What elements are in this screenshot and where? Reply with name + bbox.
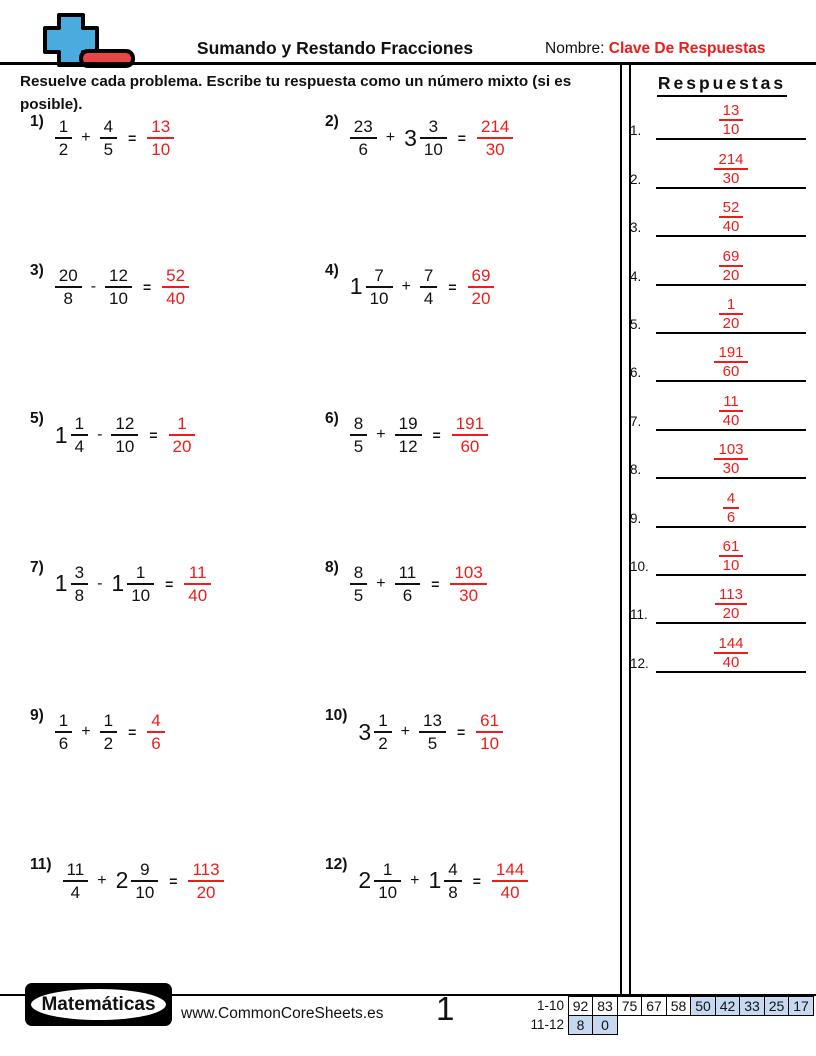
operator: +: [97, 871, 107, 889]
answer-fraction: [188, 859, 223, 903]
answer-number: 11.: [630, 607, 648, 623]
answer-fraction: [147, 116, 174, 160]
numerator: 103: [718, 441, 744, 459]
equals-sign: =: [472, 872, 481, 889]
numerator: 13: [722, 102, 740, 120]
score-cell: 67: [641, 996, 667, 1016]
numerator: 7: [374, 265, 384, 285]
problem-8: [325, 558, 620, 610]
denominator: 5: [353, 585, 364, 605]
page-number: 1: [436, 990, 455, 1027]
fraction: [428, 859, 461, 903]
answer-fraction: [719, 538, 744, 574]
problem-3: [30, 261, 325, 313]
problem-12: [325, 855, 620, 907]
numerator: 1: [103, 711, 114, 731]
name-row: [545, 40, 766, 58]
fraction: [358, 710, 391, 754]
answer-fraction: [719, 102, 744, 138]
numerator: 1: [74, 414, 85, 434]
fraction: [116, 859, 159, 903]
equals-sign: =: [448, 278, 457, 295]
numerator: 144: [495, 859, 525, 879]
numerator: 20: [58, 265, 78, 285]
numerator: 13: [423, 711, 442, 731]
denominator: 20: [196, 882, 216, 902]
answer-fraction: [169, 413, 196, 457]
denominator: 6: [58, 734, 69, 754]
instructions-text: Resuelve cada problema. Escribe tu respuesta como un número mixto (si es posible).: [20, 73, 572, 113]
fraction: [55, 562, 88, 606]
numerator: 191: [455, 414, 485, 434]
answer-fraction: [714, 151, 747, 187]
answer-fraction: [714, 635, 747, 671]
fraction: [111, 562, 154, 606]
fraction: [419, 710, 446, 754]
answer-line: [656, 199, 806, 237]
numerator: 61: [480, 711, 500, 731]
whole-number: 1: [349, 273, 363, 300]
fraction: [105, 265, 132, 309]
answer-fraction: [715, 586, 747, 622]
numerator: 1: [378, 711, 388, 731]
denominator: 8: [74, 585, 85, 605]
header-divider: [0, 62, 816, 65]
whole-number: 1: [54, 421, 68, 448]
fraction: [111, 413, 138, 457]
answer-item-3: [630, 193, 814, 241]
problem-7: [30, 558, 325, 610]
denominator: 2: [58, 140, 69, 159]
problem-5: [30, 409, 325, 461]
numerator: 4: [103, 117, 114, 136]
numerator: 69: [471, 265, 491, 285]
problem-1: [30, 112, 325, 164]
denominator: 10: [109, 288, 128, 308]
answer-number: 10.: [630, 558, 649, 574]
score-table: [518, 996, 814, 1035]
problem-number: 12): [325, 855, 348, 873]
problem-number: 9): [30, 707, 44, 725]
denominator: 4: [74, 437, 85, 457]
denominator: 5: [427, 734, 438, 754]
numerator: 103: [454, 562, 483, 582]
answer-line: [656, 635, 806, 673]
problem-4: [325, 261, 620, 313]
equals-sign: =: [165, 575, 174, 592]
whole-number: 1: [428, 867, 442, 894]
denominator: 20: [722, 266, 740, 284]
fraction: [350, 265, 393, 309]
denominator: 10: [131, 585, 151, 605]
denominator: 20: [172, 437, 192, 457]
denominator: 40: [722, 653, 740, 671]
score-range-label: 11-12: [530, 1016, 564, 1032]
score-row-1: [518, 996, 814, 1016]
numerator: 7: [423, 265, 434, 285]
fraction: [350, 562, 367, 606]
name-label: Nombre:: [545, 40, 605, 57]
answer-item-5: [630, 290, 814, 338]
answer-item-11: [630, 580, 814, 628]
denominator: 12: [398, 437, 418, 457]
answer-fraction: [719, 248, 744, 284]
numerator: 9: [140, 859, 150, 879]
fraction: [55, 710, 72, 754]
numerator: 4: [151, 711, 161, 731]
denominator: 30: [722, 460, 740, 478]
equals-sign: =: [431, 575, 440, 592]
problem-number: 10): [325, 707, 348, 725]
answer-item-4: [630, 241, 814, 289]
numerator: 52: [166, 265, 186, 285]
answer-item-2: [630, 144, 814, 192]
answer-number: 3.: [630, 220, 642, 236]
answer-item-10: [630, 532, 814, 580]
score-cell: 33: [739, 996, 765, 1016]
answer-line: [656, 393, 806, 431]
problem-number: 7): [30, 558, 44, 576]
answer-number: 4.: [630, 268, 642, 284]
score-cell: 8: [568, 1015, 594, 1035]
problems-grid: [30, 112, 620, 1004]
answer-fraction: [723, 490, 739, 526]
numerator: 11: [66, 859, 85, 879]
answer-fraction: [452, 413, 488, 457]
problem-number: 8): [325, 558, 339, 576]
denominator: 40: [722, 411, 740, 429]
numerator: 191: [718, 344, 744, 362]
operator: +: [81, 129, 91, 146]
operator: +: [401, 277, 411, 295]
answer-line: [656, 151, 806, 189]
denominator: 10: [423, 140, 443, 159]
problem-10: [325, 706, 620, 758]
denominator: 20: [722, 314, 740, 332]
problem-6: [325, 409, 620, 461]
problem-number: 3): [30, 261, 44, 279]
answer-line: [656, 248, 806, 286]
problem-number: 11): [30, 855, 52, 873]
denominator: 40: [722, 218, 740, 236]
numerator: 3: [74, 562, 85, 582]
answer-fraction: [714, 441, 747, 477]
answer-item-7: [630, 386, 814, 434]
plus-minus-logo-icon: [26, 12, 146, 68]
operator: +: [376, 426, 386, 444]
equals-sign: =: [142, 278, 152, 295]
score-row-2: [518, 1015, 814, 1035]
equals-sign: =: [128, 724, 137, 741]
numerator: 1: [135, 562, 146, 582]
answer-number: 1.: [630, 123, 642, 139]
answer-number: 2.: [630, 171, 642, 187]
denominator: 20: [722, 605, 740, 623]
numerator: 69: [722, 247, 740, 265]
score-range-label: 1-10: [536, 998, 564, 1013]
answer-fraction: [468, 265, 495, 309]
denominator: 6: [726, 508, 736, 526]
brand-badge: [25, 983, 172, 1026]
equals-sign: =: [432, 427, 441, 444]
fraction: [358, 859, 401, 903]
fraction: [395, 562, 421, 606]
denominator: 6: [151, 734, 161, 754]
fraction: [63, 859, 89, 903]
denominator: 40: [166, 288, 186, 308]
fraction: [350, 413, 367, 457]
score-cell: 0: [592, 1015, 618, 1035]
denominator: 8: [448, 882, 458, 902]
answer-line: [656, 538, 806, 576]
numerator: 12: [109, 265, 128, 285]
denominator: 10: [722, 121, 740, 139]
answer-fraction: [719, 393, 744, 429]
equals-sign: =: [149, 427, 158, 444]
fraction: [350, 116, 377, 160]
answer-item-12: [630, 628, 814, 676]
numerator: 23: [353, 117, 373, 136]
score-cell: 58: [666, 996, 692, 1016]
problem-2: [325, 112, 620, 164]
website-text: www.CommonCoreSheets.es: [181, 1005, 384, 1022]
numerator: 1: [177, 414, 187, 434]
operator: +: [376, 574, 386, 592]
denominator: 2: [103, 734, 114, 754]
numerator: 13: [151, 117, 171, 136]
numerator: 214: [718, 150, 744, 168]
answers-list: [630, 96, 814, 677]
numerator: 214: [480, 117, 510, 136]
numerator: 19: [398, 414, 418, 434]
operator: +: [410, 871, 420, 889]
numerator: 1: [382, 859, 393, 879]
equals-sign: =: [456, 724, 466, 741]
score-cell: 42: [715, 996, 741, 1016]
denominator: 10: [369, 288, 389, 308]
page-title: Sumando y Restando Fracciones: [196, 38, 474, 58]
equals-sign: =: [169, 872, 178, 889]
answer-line: [656, 586, 806, 624]
denominator: 30: [485, 140, 505, 159]
answer-item-8: [630, 435, 814, 483]
denominator: 60: [722, 363, 740, 381]
denominator: 4: [70, 882, 81, 902]
answer-item-9: [630, 483, 814, 531]
answer-line: [656, 441, 806, 479]
numerator: 113: [719, 586, 743, 604]
score-cell: 17: [788, 996, 814, 1016]
score-cell: 25: [764, 996, 790, 1016]
denominator: 2: [378, 734, 388, 754]
answer-fraction: [719, 296, 744, 332]
problem-11: [30, 855, 325, 907]
whole-number: 1: [111, 570, 125, 597]
denominator: 30: [722, 169, 740, 187]
answer-number: 9.: [630, 510, 642, 526]
denominator: 10: [480, 734, 500, 754]
numerator: 3: [428, 117, 439, 136]
fraction: [100, 710, 117, 754]
operator: +: [400, 723, 411, 741]
answer-line: [656, 344, 806, 382]
numerator: 61: [722, 537, 740, 555]
denominator: 30: [459, 585, 479, 605]
numerator: 11: [398, 562, 417, 582]
answer-fraction: [184, 562, 211, 606]
numerator: 11: [188, 562, 207, 582]
score-cell: 92: [568, 996, 594, 1016]
operator: -: [90, 277, 97, 295]
denominator: 10: [378, 882, 398, 902]
fraction: [404, 116, 447, 160]
denominator: 60: [460, 437, 480, 457]
brand-label: Matemáticas: [29, 987, 168, 1022]
problem-number: 2): [325, 113, 339, 130]
whole-number: 2: [358, 867, 372, 894]
operator: -: [97, 574, 103, 592]
denominator: 10: [151, 140, 171, 159]
problem-9: [30, 706, 325, 758]
denominator: 6: [358, 140, 368, 159]
denominator: 10: [115, 437, 135, 457]
denominator: 6: [402, 585, 413, 605]
numerator: 1: [726, 295, 736, 313]
answer-line: [656, 102, 806, 140]
fraction: [55, 116, 72, 160]
numerator: 52: [722, 199, 740, 217]
denominator: 5: [353, 437, 364, 457]
score-cell: 50: [690, 996, 716, 1016]
problem-number: 1): [30, 113, 44, 130]
answer-fraction: [476, 710, 503, 754]
answers-heading: Respuestas: [630, 73, 814, 94]
answer-line: [656, 296, 806, 334]
answer-fraction: [450, 562, 486, 606]
denominator: 40: [188, 585, 208, 605]
denominator: 8: [63, 288, 73, 308]
fraction: [55, 413, 88, 457]
answer-fraction: [719, 199, 744, 235]
denominator: 40: [500, 882, 520, 902]
score-cell: 83: [592, 996, 618, 1016]
answer-line: [656, 490, 806, 528]
answer-item-6: [630, 338, 814, 386]
problem-number: 4): [325, 261, 339, 279]
whole-number: 3: [404, 124, 417, 151]
operator: -: [97, 426, 103, 444]
answer-fraction: [492, 859, 528, 903]
denominator: 20: [471, 288, 491, 308]
denominator: 10: [135, 882, 155, 902]
denominator: 5: [103, 140, 114, 159]
answer-fraction: [162, 265, 189, 309]
numerator: 1: [58, 711, 69, 731]
fraction: [55, 265, 82, 309]
problem-number: 5): [30, 410, 44, 428]
numerator: 144: [718, 634, 744, 652]
answer-fraction: [147, 710, 164, 754]
numerator: 11: [723, 392, 739, 410]
denominator: 10: [722, 556, 740, 574]
answer-number: 7.: [630, 413, 642, 429]
answer-fraction: [714, 344, 747, 380]
answer-key-label: Clave De Respuestas: [608, 40, 766, 57]
equals-sign: =: [457, 130, 466, 146]
numerator: 12: [115, 414, 135, 434]
equals-sign: =: [128, 130, 137, 146]
answer-number: 6.: [630, 365, 642, 381]
whole-number: 2: [115, 867, 129, 894]
numerator: 4: [726, 489, 736, 507]
answer-number: 8.: [630, 462, 642, 478]
answer-fraction: [477, 116, 513, 160]
whole-number: 3: [358, 718, 372, 745]
answer-number: 12.: [630, 655, 649, 671]
fraction: [420, 265, 437, 309]
score-cell: 75: [617, 996, 643, 1016]
fraction: [100, 116, 117, 160]
whole-number: 1: [54, 570, 68, 597]
numerator: 8: [353, 414, 364, 434]
numerator: 4: [448, 859, 458, 879]
answer-item-1: [630, 96, 814, 144]
answer-number: 5.: [630, 316, 642, 332]
denominator: 4: [423, 288, 434, 308]
numerator: 113: [192, 859, 220, 879]
numerator: 1: [58, 117, 69, 136]
numerator: 8: [353, 562, 364, 582]
operator: +: [385, 129, 396, 146]
operator: +: [81, 723, 91, 741]
problem-number: 6): [325, 410, 339, 428]
fraction: [395, 413, 422, 457]
